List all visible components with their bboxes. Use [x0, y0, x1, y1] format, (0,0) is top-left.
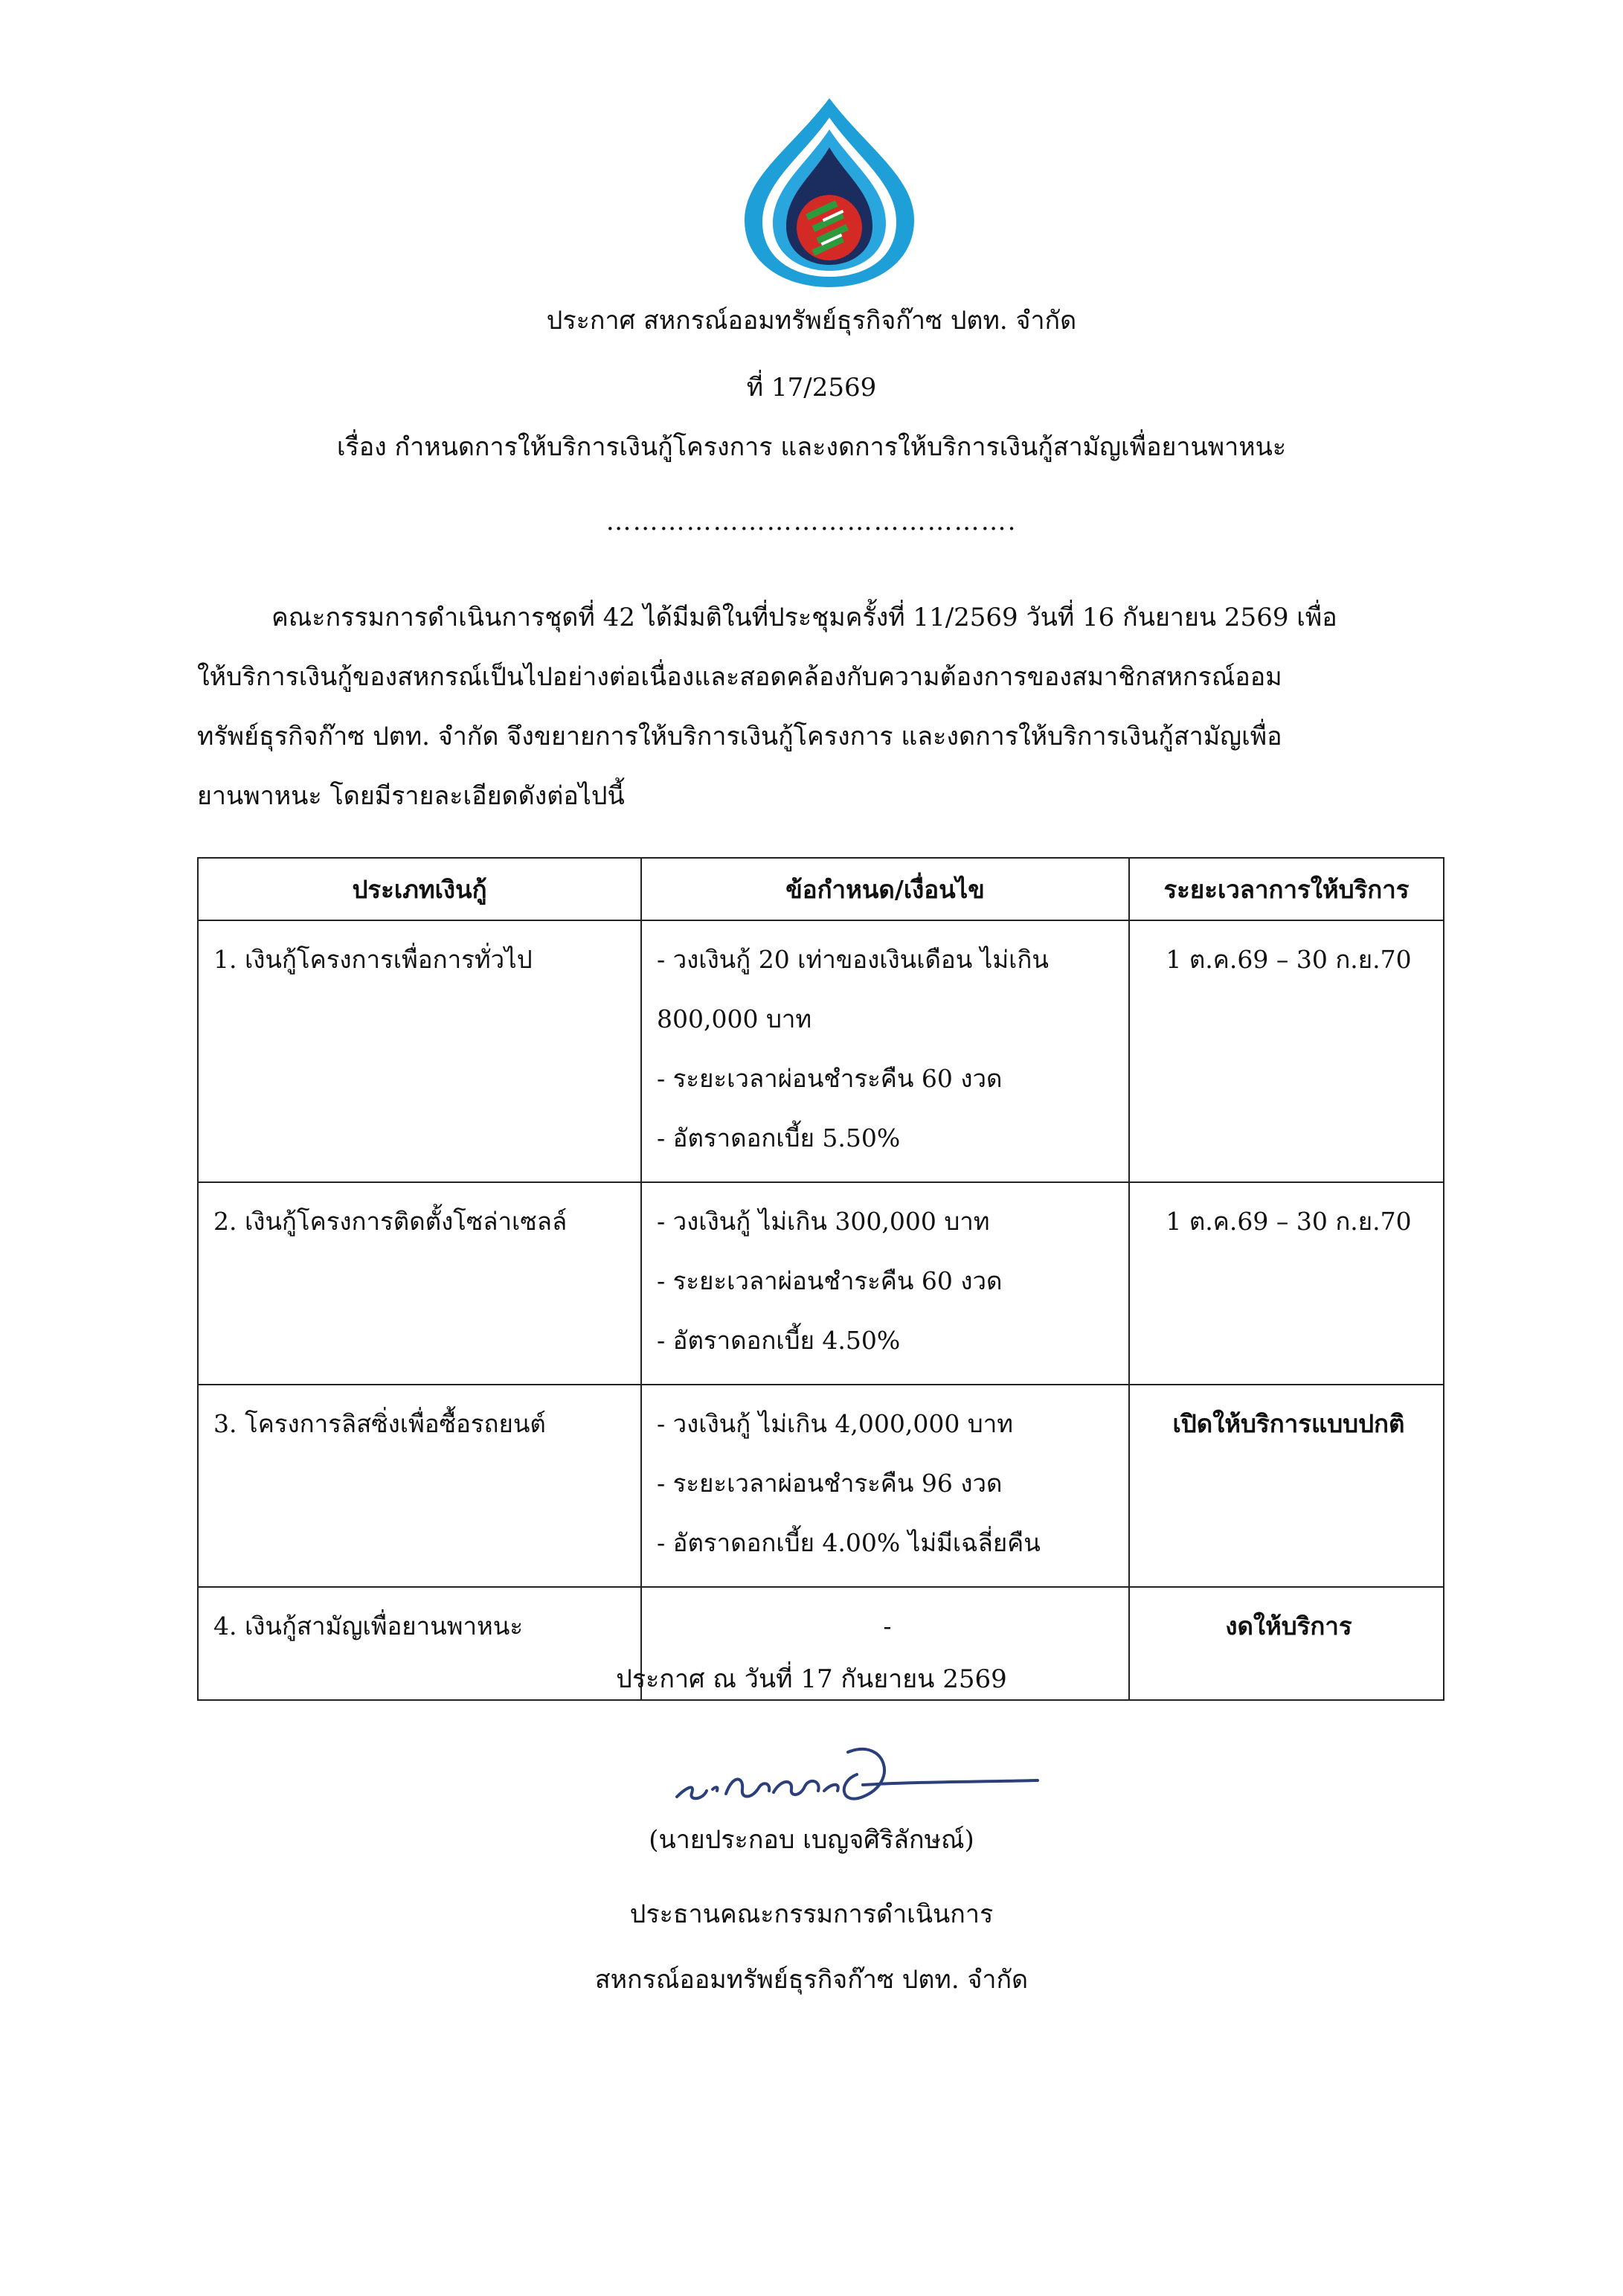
condition-line: - อัตราดอกเบี้ย 5.50% — [657, 1123, 901, 1152]
condition-line: - วงเงินกู้ ไม่เกิน 300,000 บาท — [657, 1207, 990, 1236]
table-row — [198, 1182, 1444, 1385]
handwritten-signature — [662, 1737, 1049, 1827]
header-conditions: ข้อกำหนด/เงื่อนไข — [641, 858, 1129, 920]
condition-line: 800,000 บาท — [657, 1004, 812, 1033]
condition-line: - — [883, 1612, 892, 1641]
body-line-4: ยานพาหนะ โดยมีรายละเอียดดังต่อไปนี้ — [197, 781, 625, 811]
loan-type: 2. เงินกู้โครงการติดตั้งโซล่าเซลล์ — [198, 1182, 641, 1385]
table-header-row — [198, 858, 1444, 920]
header-period: ระยะเวลาการให้บริการ — [1129, 858, 1444, 920]
loan-type: 4. เงินกู้สามัญเพื่อยานพาหนะ — [198, 1587, 641, 1700]
signer-organization: สหกรณ์ออมทรัพย์ธุรกิจก๊าซ ปตท. จำกัด — [594, 1965, 1029, 1995]
body-line-2: ให้บริการเงินกู้ของสหกรณ์เป็นไปอย่างต่อเนื่องและสอดคล้องกับความต้องการของสมาชิกสหกรณ์ออม — [197, 662, 1282, 692]
table-row — [198, 920, 1444, 1182]
body-text-1: คณะกรรมการดำเนินการชุดที่ 42 ได้มีมติในที่ประชุมครั้งที่ 11/2569 วันที่ 16 กันยายน 2569 เพื่อ — [271, 603, 1337, 632]
signer-name: (นายประกอบ เบญจศิริลักษณ์) — [649, 1825, 974, 1855]
condition-line: - ระยะเวลาผ่อนชำระคืน 96 งวด — [657, 1469, 1003, 1498]
service-period: งดให้บริการ — [1129, 1587, 1444, 1700]
service-period: เปิดให้บริการแบบปกติ — [1129, 1385, 1444, 1587]
announcement-subject: เรื่อง กำหนดการให้บริการเงินกู้โครงการ และงดการให้บริการเงินกู้สามัญเพื่อยานพาหนะ — [336, 432, 1287, 462]
loan-table — [197, 857, 1444, 1701]
announcement-number: ที่ 17/2569 — [746, 373, 877, 403]
header-loan-type: ประเภทเงินกู้ — [198, 858, 641, 920]
loan-type: 1. เงินกู้โครงการเพื่อการทั่วไป — [198, 920, 641, 1182]
signer-position: ประธานคณะกรรมการดำเนินการ — [629, 1899, 994, 1929]
body-line-3: ทรัพย์ธุรกิจก๊าซ ปตท. จำกัด จึงขยายการให้บริการเงินกู้โครงการ และงดการให้บริการเงินกู้สามัญเพื่อ — [197, 722, 1282, 751]
condition-line: - วงเงินกู้ 20 เท่าของเงินเดือน ไม่เกิน — [657, 945, 1049, 974]
body-line-1 — [197, 588, 1424, 647]
service-period: 1 ต.ค.69 – 30 ก.ย.70 — [1129, 920, 1444, 1182]
loan-conditions — [641, 1182, 1129, 1385]
ptt-drop-logo — [740, 95, 919, 290]
condition-line: - วงเงินกู้ ไม่เกิน 4,000,000 บาท — [657, 1409, 1014, 1438]
loan-conditions — [641, 920, 1129, 1182]
condition-line: - ระยะเวลาผ่อนชำระคืน 60 งวด — [657, 1266, 1003, 1295]
dotted-separator: ………………………………………. — [605, 507, 1018, 536]
service-period: 1 ต.ค.69 – 30 ก.ย.70 — [1129, 1182, 1444, 1385]
loan-conditions — [641, 1385, 1129, 1587]
loan-type: 3. โครงการลิสซิ่งเพื่อซื้อรถยนต์ — [198, 1385, 641, 1587]
condition-line: - อัตราดอกเบี้ย 4.50% — [657, 1326, 901, 1355]
announcement-title: ประกาศ สหกรณ์ออมทรัพย์ธุรกิจก๊าซ ปตท. จำกัด — [546, 306, 1077, 336]
table-row — [198, 1385, 1444, 1587]
announce-date: ประกาศ ณ วันที่ 17 กันยายน 2569 — [616, 1664, 1007, 1694]
condition-line: - ระยะเวลาผ่อนชำระคืน 60 งวด — [657, 1064, 1003, 1093]
condition-line: - อัตราดอกเบี้ย 4.00% ไม่มีเฉลี่ยคืน — [657, 1528, 1041, 1557]
